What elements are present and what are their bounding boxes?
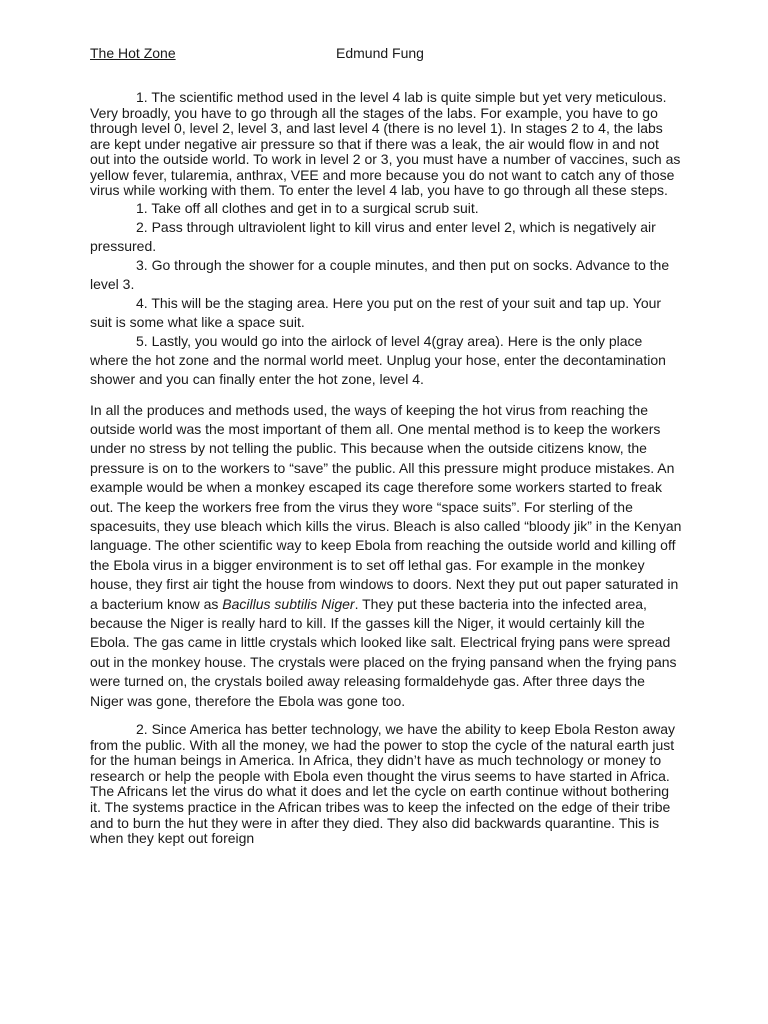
intro-paragraph: 1. The scientific method used in the level 4 lab is quite simple but yet very meticulous. Very broadly, you have to go through all the stages of the labs. For example, you have to go through level 0, level 2, level 3, and last level 4 (there is no level 1). In stages 2 to 4, the labs are kept under negative air pressure so that if there was a leak, the air would flow in and not out into the outside world. To work in level 2 or 3, you must have a number of vaccines, such as yellow fever, tularemia, anthrax, VEE and more because you do not want to catch any of those virus while working with them. To enter the level 4 lab, you have to go through all these steps. xyxy=(90,89,681,198)
step-item: 5. Lastly, you would go into the airlock of level 4(gray area). Here is the only place where the hot zone and the normal world meet. Unplug your hose, enter the decontamination shower and you can finally enter the hot zone, level 4. xyxy=(90,332,666,387)
section-containment-methods xyxy=(90,401,682,712)
step-item: 4. This will be the staging area. Here you put on the rest of your suit and tap up. Your suit is some what like a space suit. xyxy=(90,294,662,330)
paragraph-text: In all the produces and methods used, the ways of keeping the hot virus from reaching the outside world was the most important of them all. One mental method is to keep the workers under no stress by not telling the public. This because when the outside citizens know, the pressure is on to the workers to “save” the public. All this pressure might produce mistakes. An example would be when a monkey escaped its cage therefore some workers started to freak out. The keep the workers free from the virus they wore “space suits”. For sterling of the spacesuits, they use bleach which kills the virus. Bleach is also called “bloody jik” in the Kenyan language. The other scientific way to keep Ebola from reaching the outside world and killing off the Ebola virus in a bigger environment is to set off lethal gas. For example in the monkey house, they first air tight the house from windows to doors. Next they put out paper saturated in a bacterium know as xyxy=(90,401,682,612)
step-item: 1. Take off all clothes and get in to a surgical scrub suit. xyxy=(136,199,479,216)
author-name: Edmund Fung xyxy=(336,45,424,61)
comparison-paragraph: 2. Since America has better technology, we have the ability to keep Ebola Reston away from the public. With all the money, we had the power to stop the cycle of the natural earth just for the human beings in America. In Africa, they didn’t have as much technology or money to research or help the people with Ebola even thought the virus seems to have started in Africa. The Africans let the virus do what it does and let the cycle on earth continue without bothering it. The systems practice in the African tribes was to keep the infected on the edge of their tribe and to burn the hut they were in after they died. They also did backwards quarantine. This is when they kept out foreign xyxy=(90,721,676,847)
step-item: 3. Go through the shower for a couple minutes, and then put on socks. Advance to the level 3. xyxy=(90,256,670,292)
document-page xyxy=(90,44,682,847)
section-america-africa xyxy=(90,722,682,847)
document-header xyxy=(90,44,682,64)
containment-paragraph xyxy=(90,401,682,712)
species-name: Bacillus subtilis Niger xyxy=(222,595,355,612)
section-scientific-method xyxy=(90,90,682,389)
document-title: The Hot Zone xyxy=(90,45,176,61)
step-item: 2. Pass through ultraviolent light to kill virus and enter level 2, which is negatively air pressured. xyxy=(90,218,656,254)
paragraph-text: . They put these bacteria into the infected area, because the Niger is really hard to kill. If the gasses kill the Niger, it would certainly kill the Ebola. The gas came in little crystals which looked like salt. Electrical frying pans were spread out in the monkey house. The crystals were placed on the frying pansand when the frying pans were turned on, the crystals boiled away releasing formaldehyde gas. After three days the Niger was gone, therefore the Ebola was gone too. xyxy=(90,595,677,709)
